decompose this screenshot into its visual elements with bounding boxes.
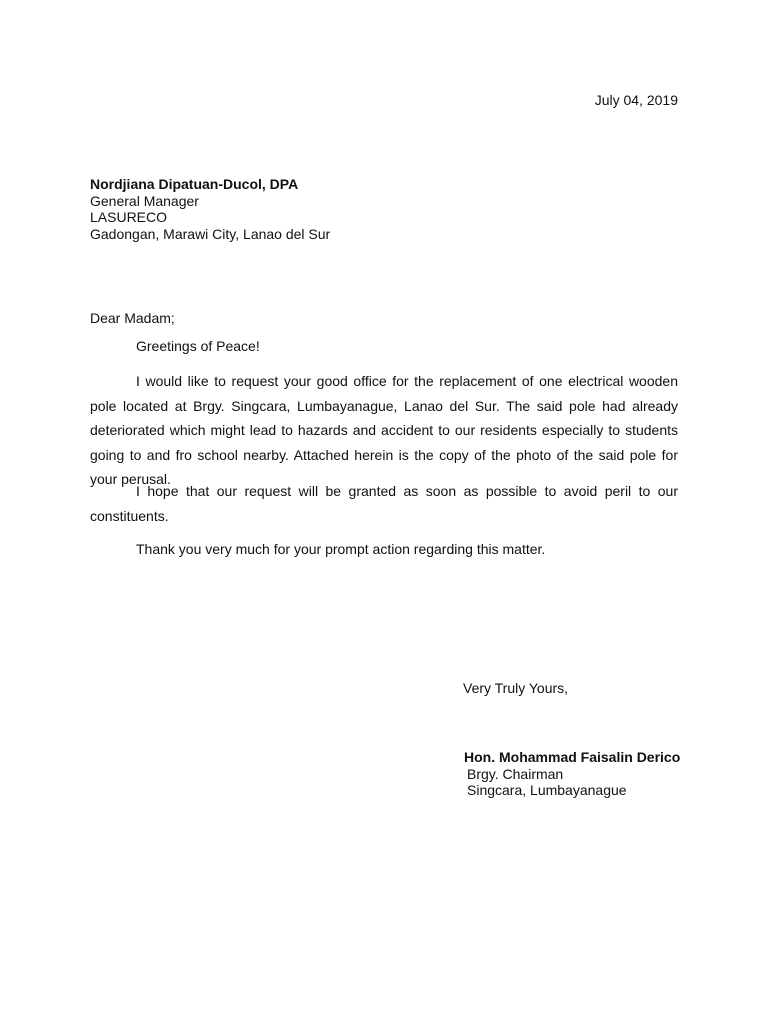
salutation: Dear Madam; [90,310,175,326]
body-paragraph-thanks: Thank you very much for your prompt action regarding this matter. [136,541,546,557]
signatory-name: Hon. Mohammad Faisalin Derico [464,749,681,765]
signature-block [464,749,680,799]
recipient-title: General Manager [90,192,199,209]
letter-date: July 04, 2019 [594,92,678,108]
greeting: Greetings of Peace! [136,338,260,354]
recipient-address: Gadongan, Marawi City, Lanao del Sur [90,225,331,242]
body-paragraph-hope: I hope that our request will be granted as soon as possible to avoid peril to our constituents. [90,483,678,524]
signatory-position: Brgy. Chairman [467,765,564,782]
recipient-block [90,176,330,242]
recipient-name: Nordjiana Dipatuan-Ducol, DPA [90,176,299,192]
signatory-location: Singcara, Lumbayanague [467,782,627,798]
body-paragraph-request: I would like to request your good office for the replacement of one electrical wooden pole located at Brgy. Singcara, Lumbayanague, Lanao del Sur. The said pole had already deteriorated which might lead to hazards and accident to our residents especially to students going to and fro school nearby. Attached herein is the copy of the photo of the said pole for your perusal. [90,373,678,487]
closing: Very Truly Yours, [463,680,569,696]
recipient-organization: LASURECO [90,209,168,225]
